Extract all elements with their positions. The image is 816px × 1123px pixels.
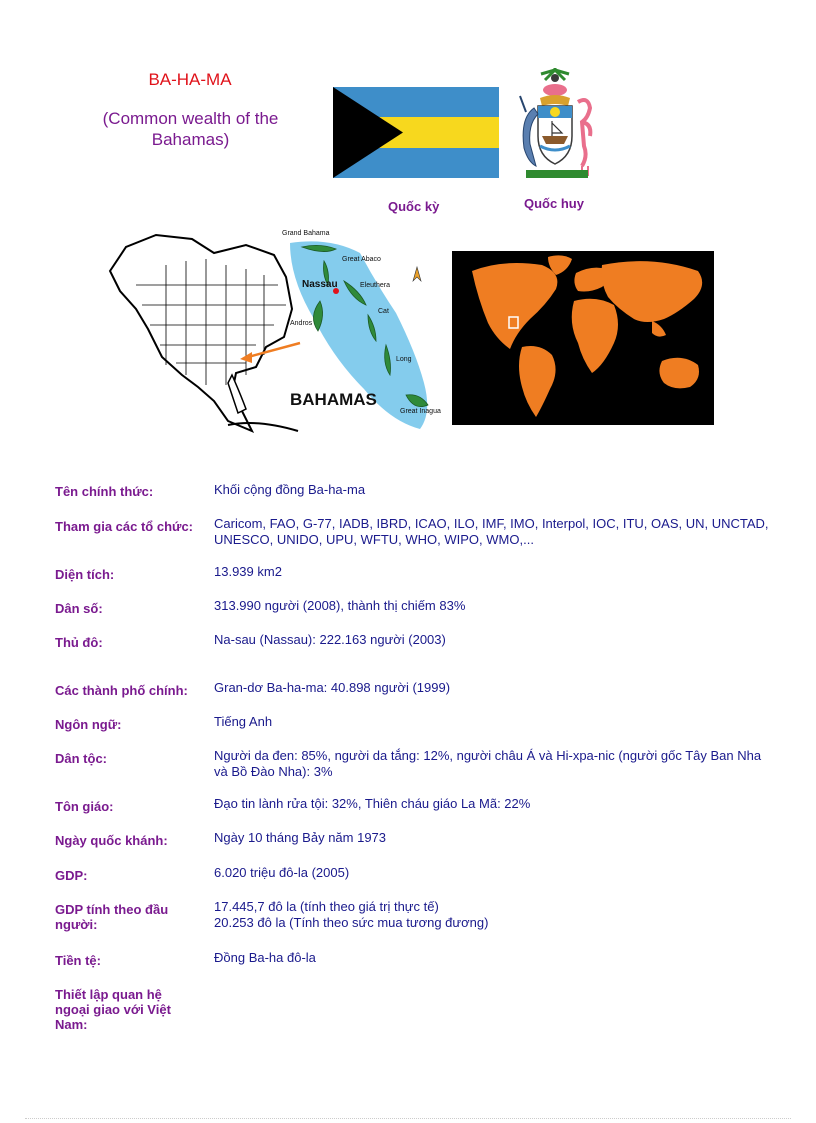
fact-value: Ngày 10 tháng Bảy năm 1973 xyxy=(214,830,387,845)
fact-label: Dân tộc: xyxy=(55,751,107,766)
fact-value: Người da đen: 85%, người da tắng: 12%, người châu Á và Hi-xpa-nic (người gốc Tây Ban Nha và Bồ Đào Nha): 3% xyxy=(214,748,762,779)
island-label-eleuthera: Eleuthera xyxy=(360,282,390,289)
island-label-nassau: Nassau xyxy=(302,279,338,290)
fact-label: Tiền tệ: xyxy=(55,953,101,968)
fact-label: Các thành phố chính: xyxy=(55,683,188,698)
fact-label: Ngày quốc khánh: xyxy=(55,833,168,848)
fact-value: 313.990 người (2008), thành thị chiếm 83% xyxy=(214,598,466,613)
fact-value: Tiếng Anh xyxy=(214,714,273,729)
fact-label: Dân số: xyxy=(55,601,103,616)
fact-label: GDP tính theo đầu người: xyxy=(55,902,169,932)
island-label-andros: Andros xyxy=(290,320,313,327)
fact-label: Thủ đô: xyxy=(55,635,103,650)
island-label-grand-bahama: Grand Bahama xyxy=(282,230,330,237)
north-arrow-icon xyxy=(413,267,421,281)
fact-label: Ngôn ngữ: xyxy=(55,717,122,732)
fact-value: 13.939 km2 xyxy=(214,564,282,579)
fact-value: Caricom, FAO, G-77, IADB, IBRD, ICAO, ILO, IMF, IMO, Interpol, IOC, ITU, OAS, UN, UNCTAD, UNESCO, UNIDO, UPU, WFTU, WHO, WIPO, WMO,... xyxy=(214,516,769,547)
fact-label: Tên chính thức: xyxy=(55,484,154,499)
page-bottom-divider xyxy=(25,1118,791,1119)
island-label-cat: Cat xyxy=(378,308,389,315)
fact-value: 17.445,7 đô la (tính theo giá trị thực tế) 20.253 đô la (Tính theo sức mua tương đương) xyxy=(214,899,489,930)
world-map-image xyxy=(452,251,714,425)
fact-value: Na-sau (Nassau): 222.163 người (2003) xyxy=(214,632,446,647)
page-subtitle: (Common wealth of the Bahamas) xyxy=(102,109,279,149)
map-country-label: BAHAMAS xyxy=(290,390,377,409)
fact-value: Đồng Ba-ha đô-la xyxy=(214,950,316,965)
fact-value: Đạo tin lành rửa tội: 32%, Thiên cháu giáo La Mã: 22% xyxy=(214,796,531,811)
flag-caption: Quốc kỳ xyxy=(388,199,440,214)
fact-value: Khối cộng đồng Ba-ha-ma xyxy=(214,482,366,497)
page-title: BA-HA-MA xyxy=(148,70,232,89)
bahamas-flag-image xyxy=(333,87,499,178)
bahamas-location-map xyxy=(106,225,454,440)
fact-label: Thiết lập quan hệ ngoại giao với Việt Nam: xyxy=(55,987,171,1032)
island-label-great-abaco: Great Abaco xyxy=(342,256,381,263)
fact-value: Gran-dơ Ba-ha-ma: 40.898 người (1999) xyxy=(214,680,451,695)
island-label-great-inagua: Great Inagua xyxy=(400,408,441,415)
coa-caption: Quốc huy xyxy=(524,196,584,211)
fact-value: 6.020 triệu đô-la (2005) xyxy=(214,865,350,880)
fact-label: GDP: xyxy=(55,868,88,883)
coat-of-arms-image xyxy=(512,66,598,182)
island-label-long: Long xyxy=(396,356,412,363)
fact-label: Diện tích: xyxy=(55,567,115,582)
fact-label: Tham gia các tổ chức: xyxy=(55,519,194,534)
fact-label: Tôn giáo: xyxy=(55,799,114,814)
